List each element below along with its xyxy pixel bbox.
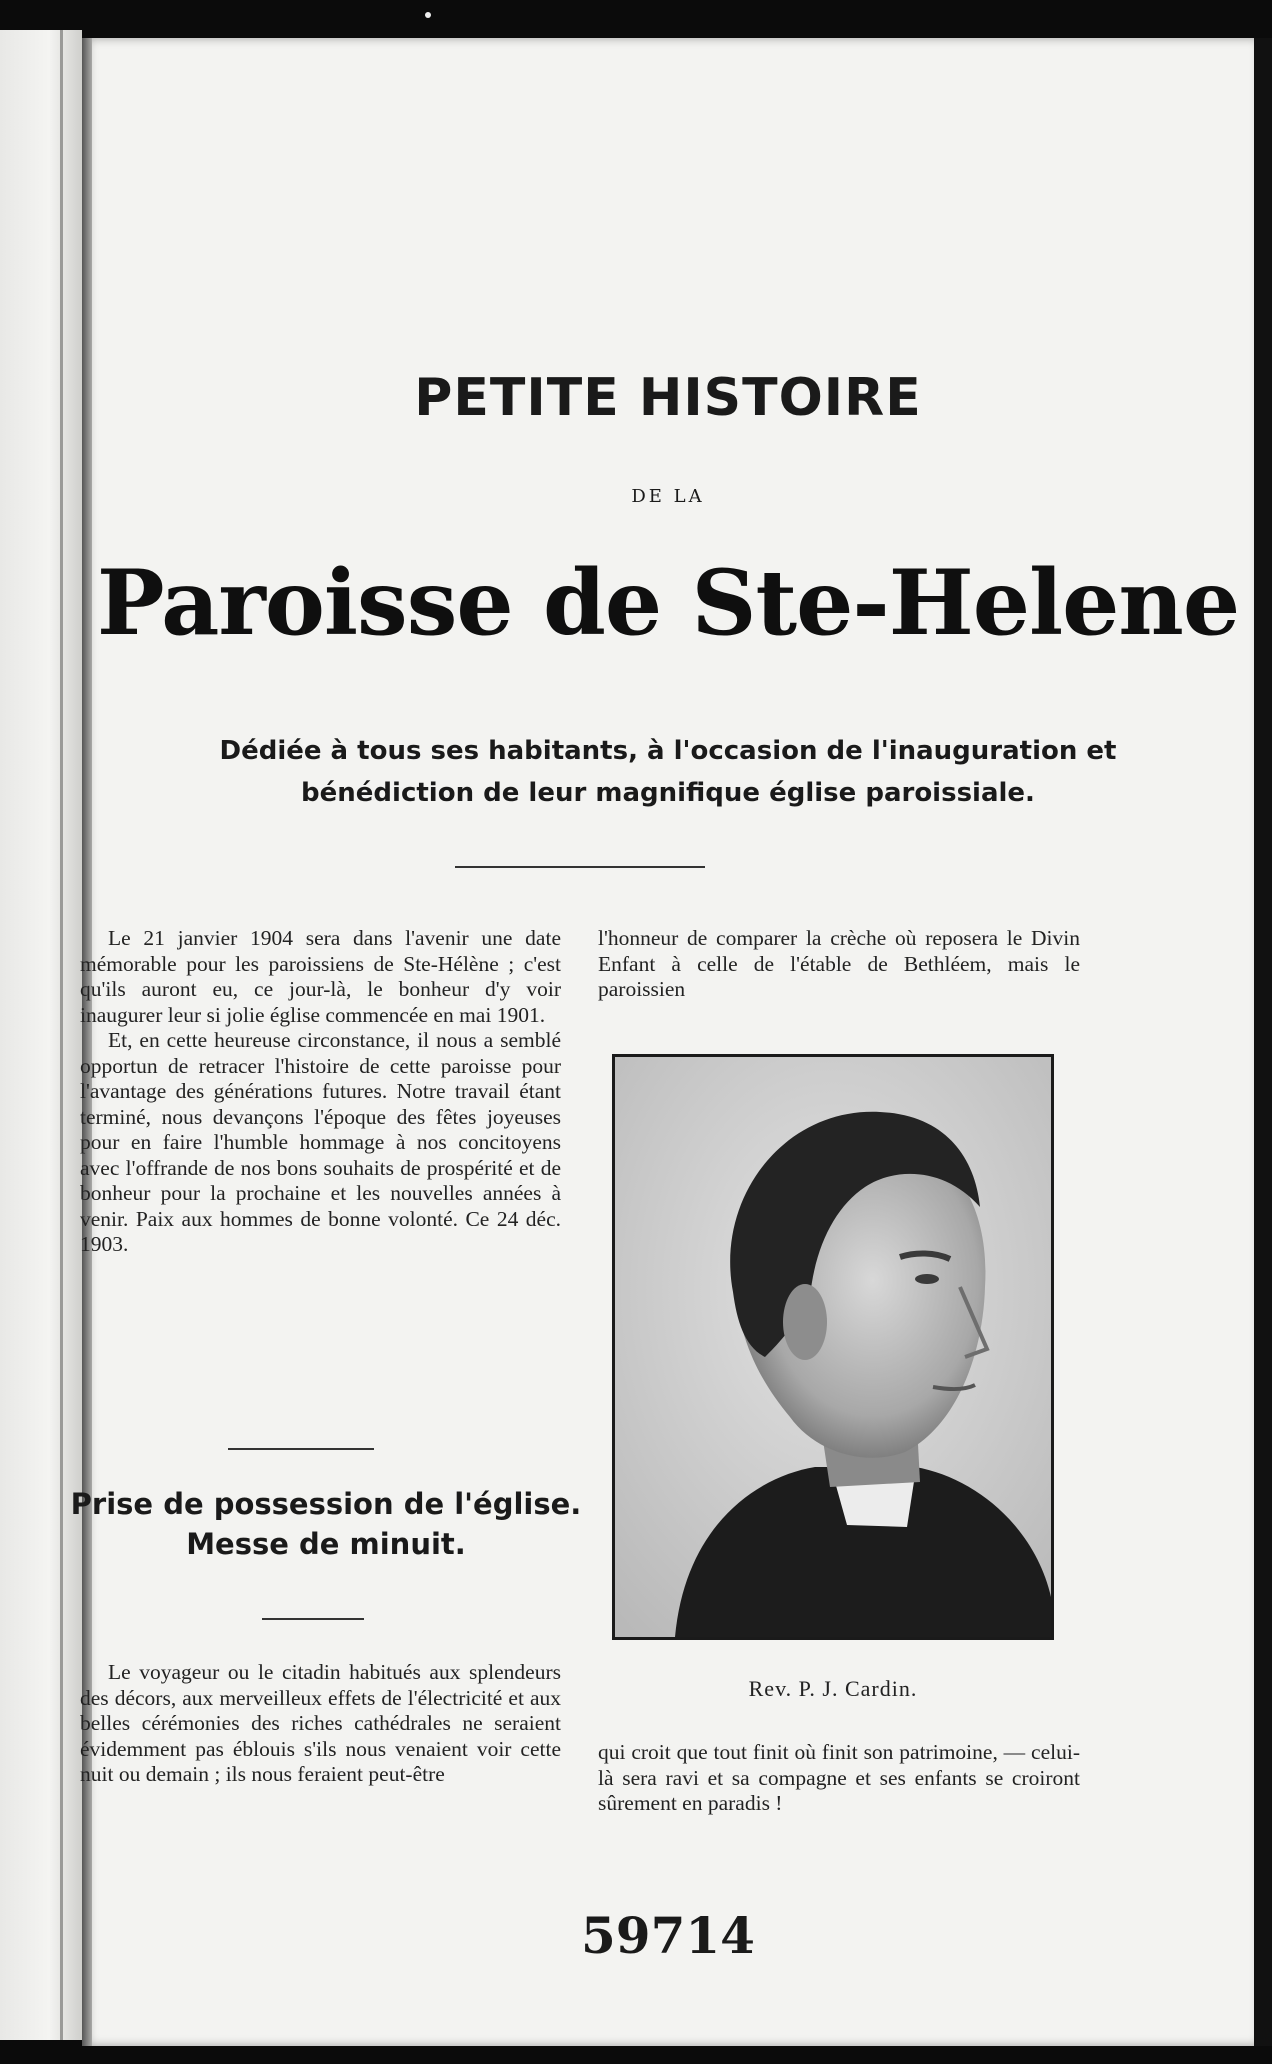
divider-lower — [262, 1618, 364, 1620]
title-top: PETITE HISTOIRE — [414, 368, 922, 428]
dedication-line-2: bénédiction de leur magnifique église paroissiale. — [301, 778, 1035, 808]
intro-paragraph-2: Et, en cette heureuse circonstance, il nous a semblé opportun de retracer l'histoire de cette paroisse pour l'avantage des générations futures. Notre travail étant terminé, nous devançons l'époque des fêtes joyeuses pour en faire l'humble hommage à nos concitoyens avec l'offrande de nos bons souhaits de prospérité et de bonheur pour la prochaine et les nouvelles années à venir. Paix aux hommes de bonne volonté. Ce 24 déc. 1903. — [80, 1028, 561, 1256]
portrait-illustration — [615, 1057, 1051, 1637]
section-heading-line-2: Messe de minuit. — [186, 1527, 466, 1561]
divider-middle — [228, 1448, 374, 1450]
section-paragraph-right-bottom: qui croit que tout finit où finit son patrimoine, — celui-là sera ravi et sa compagne et ses enfants se croiront sûrement en paradis ! — [598, 1740, 1080, 1815]
page-number: 59714 — [581, 1906, 755, 1965]
section-paragraph-left: Le voyageur ou le citadin habitués aux splendeurs des décors, aux merveilleux effets de l'électricité et aux belles cérémonies des riches cathédrales ne seraient évidemment pas éblouis s'ils nous venaient voir cette nuit ou demain ; ils nous feraient peut-être — [80, 1660, 561, 1786]
scan-dot — [425, 12, 431, 18]
portrait-photo — [612, 1054, 1054, 1640]
dedication — [150, 730, 1186, 814]
title-connector: DE LA — [631, 486, 705, 507]
divider-top — [455, 866, 705, 868]
intro-column — [80, 926, 561, 1258]
section-right-top-column — [598, 926, 1080, 1003]
intro-paragraph-1: Le 21 janvier 1904 sera dans l'avenir une date mémorable pour les paroissiens de Ste-Hélène ; c'est qu'ils auront eu, ce jour-là, le bonheur d'y voir inaugurer leur si jolie église commencée en mai 1901. — [80, 926, 561, 1027]
section-paragraph-right-top: l'honneur de comparer la crèche où reposera le Divin Enfant à celle de l'étable de Bethléem, mais le paroissien — [598, 926, 1080, 1001]
section-heading-line-1: Prise de possession de l'église. — [70, 1487, 582, 1521]
dedication-line-1: Dédiée à tous ses habitants, à l'occasion de l'inauguration et — [219, 736, 1117, 766]
section-left-column — [80, 1660, 561, 1788]
portrait-caption: Rev. P. J. Cardin. — [748, 1676, 918, 1701]
previous-page-edge — [0, 30, 82, 2040]
binding-line — [60, 30, 63, 2040]
page-title: Paroisse de Ste-Helene — [96, 550, 1240, 656]
section-heading — [70, 1484, 582, 1564]
section-right-bottom-column — [598, 1740, 1080, 1817]
right-border — [1254, 38, 1272, 2046]
